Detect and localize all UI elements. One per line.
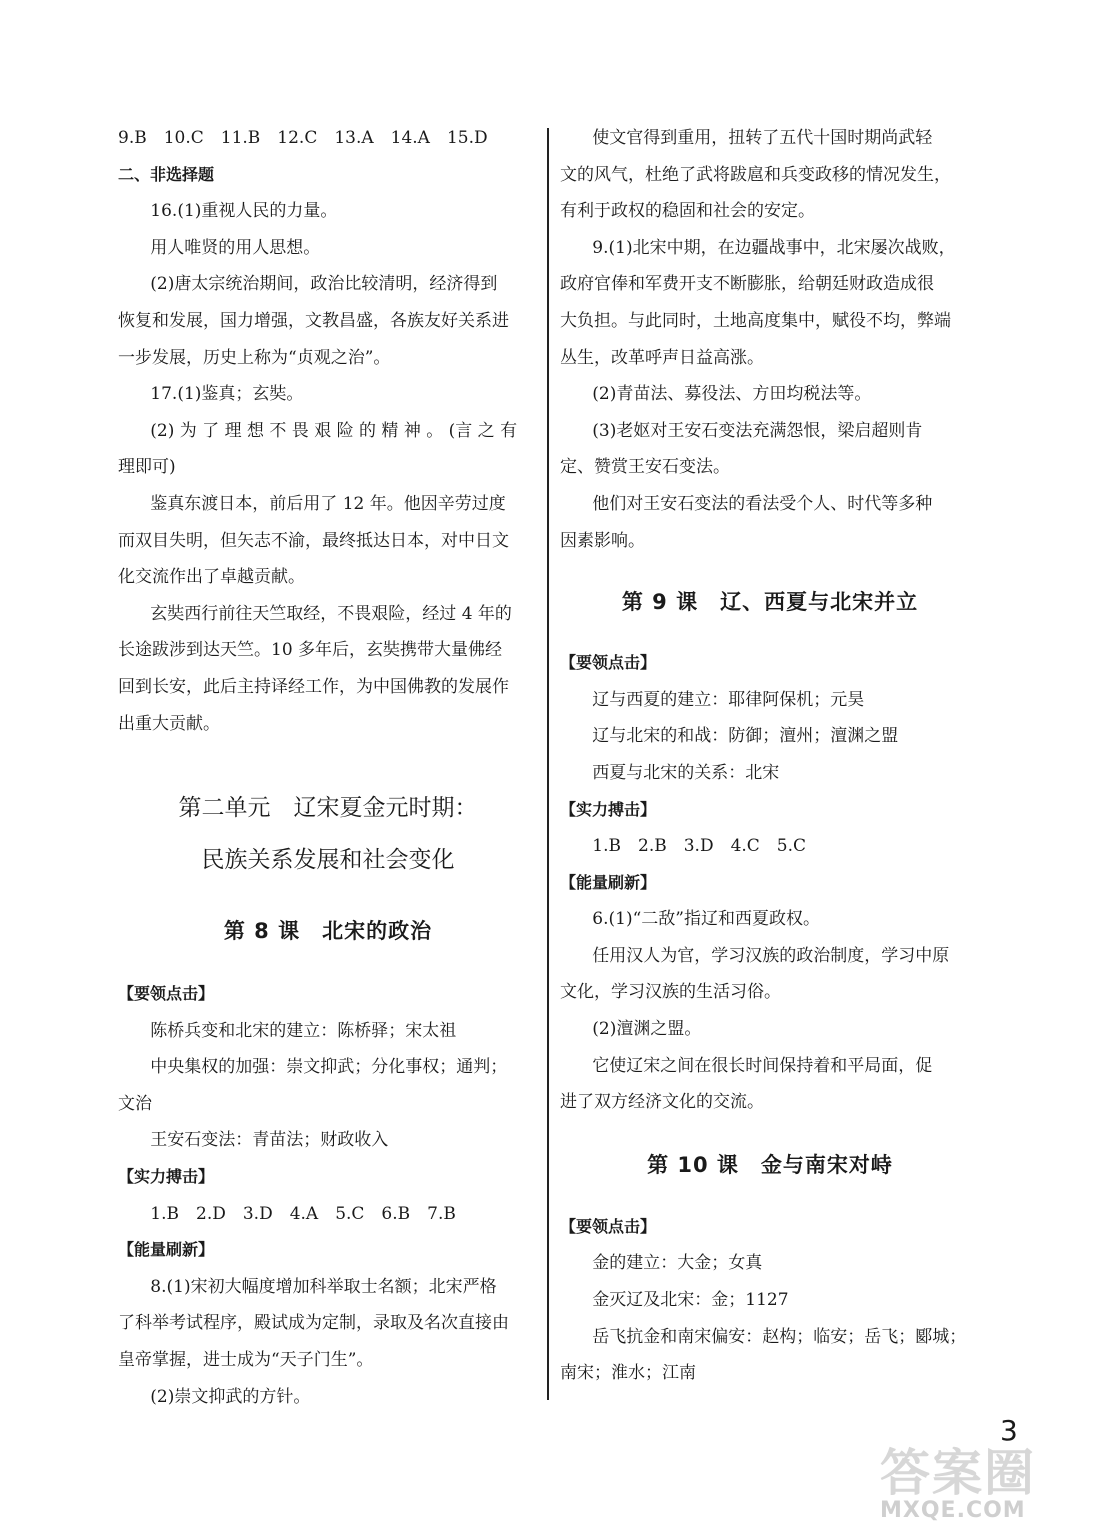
text-line: 恢复和发展，国力增强，文教昌盛，各族友好关系进 [118, 310, 509, 331]
section-heading: 【要领点击】 [560, 1216, 657, 1236]
section-heading: 【能量刷新】 [560, 872, 657, 892]
text-line: 定、赞赏王安石变法。 [560, 457, 730, 478]
text-line: (3)老妪对王安石变法充满怨恨，梁启超则肯 [592, 420, 923, 441]
watermark-text: 答案圈 [880, 1444, 1036, 1502]
text-line: 辽与西夏的建立：耶律阿保机；元昊 [592, 689, 865, 710]
text-line: 南宋；淮水；江南 [560, 1363, 696, 1384]
section-heading: 【要领点击】 [560, 653, 657, 673]
text-line: (2) 为 了 理 想 不 畏 艰 险 的 精 神 。 (言 之 有 [150, 420, 518, 441]
text-line: 使文官得到重用，扭转了五代十国时期尚武轻 [592, 128, 933, 148]
text-line: 大负担。与此同时，土地高度集中，赋役不均，弊端 [560, 310, 951, 331]
text-line: 化交流作出了卓越贡献。 [118, 567, 305, 588]
text-line: 17.(1)鉴真；玄奘。 [150, 384, 304, 405]
column-divider [547, 128, 549, 1400]
text-line: 王安石变法：青苗法；财政收入 [150, 1130, 389, 1151]
section-heading: 【实力搏击】 [560, 799, 657, 819]
text-line: 1.B 2.D 3.D 4.A 5.C 6.B 7.B [150, 1203, 456, 1224]
text-line: 他们对王安石变法的看法受个人、时代等多种 [592, 493, 933, 514]
text-line: 进了双方经济文化的交流。 [560, 1092, 764, 1113]
text-line: 金的建立：大金；女真 [592, 1253, 763, 1274]
page-number: 3 [1000, 1414, 1018, 1447]
text-line: 9.B 10.C 11.B 12.C 13.A 14.A 15.D [118, 128, 488, 148]
lesson-title: 第 8 课 北宋的政治 [223, 919, 433, 944]
lesson-title: 第 10 课 金与南宋对峙 [647, 1152, 893, 1177]
text-line: 西夏与北宋的关系：北宋 [592, 762, 780, 783]
text-line: 6.(1)“二敌”指辽和西夏政权。 [592, 909, 820, 930]
section-heading: 【能量刷新】 [118, 1240, 215, 1260]
text-line: 9.(1)北宋中期，在边疆战事中，北宋屡次战败， [592, 237, 956, 258]
text-line: 出重大贡献。 [118, 713, 220, 734]
text-line: (2)澶渊之盟。 [592, 1019, 702, 1040]
text-line: 玄奘西行前往天竺取经，不畏艰险，经过 4 年的 [150, 603, 512, 624]
section-heading: 【实力搏击】 [118, 1167, 215, 1187]
text-line: 文的风气，杜绝了武将跋扈和兵变政移的情况发生， [560, 164, 951, 185]
text-line: 辽与北宋的和战：防御；澶州；澶渊之盟 [592, 726, 899, 747]
text-line: 岳飞抗金和南宋偏安：赵构；临安；岳飞；郾城； [592, 1326, 967, 1347]
text-line: 因素影响。 [560, 530, 645, 551]
right-column [560, 120, 980, 1392]
text-line: 1.B 2.B 3.D 4.C 5.C [592, 836, 807, 857]
text-line: (2)唐太宗统治期间，政治比较清明，经济得到 [150, 274, 498, 295]
unit-title: 第二单元 辽宋夏金元时期： [178, 795, 478, 822]
text-line: 长途跋涉到达天竺。10 多年后，玄奘携带大量佛经 [118, 640, 503, 661]
watermark-logo [880, 1444, 1080, 1528]
text-line: 政府官俸和军费开支不断膨胀，给朝廷财政造成很 [560, 274, 934, 295]
text-line: 用人唯贤的用人思想。 [150, 237, 321, 258]
text-line: (2)崇文抑武的方针。 [150, 1386, 311, 1407]
section-heading: 【要领点击】 [118, 984, 215, 1004]
text-line: 文治 [118, 1093, 152, 1114]
text-line: 有利于政权的稳固和社会的安定。 [560, 201, 815, 222]
text-line: 一步发展，历史上称为“贞观之治”。 [118, 347, 391, 368]
watermark-url: MXQE.COM [880, 1498, 1026, 1523]
unit-title: 民族关系发展和社会变化 [201, 847, 455, 874]
left-column [118, 120, 538, 1415]
text-line: 回到长安，此后主持译经工作，为中国佛教的发展作 [118, 676, 509, 697]
text-line: 任用汉人为官，学习汉族的政治制度，学习中原 [592, 945, 950, 966]
text-line: 陈桥兵变和北宋的建立：陈桥驿；宋太祖 [150, 1020, 457, 1041]
text-line: 中央集权的加强：崇文抑武；分化事权；通判； [150, 1057, 508, 1078]
text-line: 鉴真东渡日本，前后用了 12 年。他因辛劳过度 [150, 493, 506, 514]
text-line: 了科举考试程序，殿试成为定制，录取及名次直接由 [118, 1313, 509, 1334]
spacer [118, 742, 538, 782]
text-line: 16.(1)重视人民的力量。 [150, 201, 338, 222]
text-line: 丛生，改革呼声日益高涨。 [560, 347, 764, 368]
text-line: 理即可) [118, 457, 176, 478]
text-line: 它使辽宋之间在很长时间保持着和平局面，促 [592, 1055, 933, 1076]
text-line: 文化，学习汉族的生活习俗。 [560, 982, 781, 1003]
text-line: 皇帝掌握，进士成为“天子门生”。 [118, 1350, 374, 1371]
text-line: (2)青苗法、募役法、方田均税法等。 [592, 384, 872, 405]
text-line: 金灭辽及北宋：金；1127 [592, 1290, 789, 1311]
section-heading: 二、非选择题 [118, 164, 215, 184]
text-line: 8.(1)宋初大幅度增加科举取士名额；北宋严格 [150, 1276, 497, 1297]
lesson-title: 第 9 课 辽、西夏与北宋并立 [621, 590, 919, 615]
text-line: 而双目失明，但矢志不渝，最终抵达日本，对中日文 [118, 530, 509, 551]
